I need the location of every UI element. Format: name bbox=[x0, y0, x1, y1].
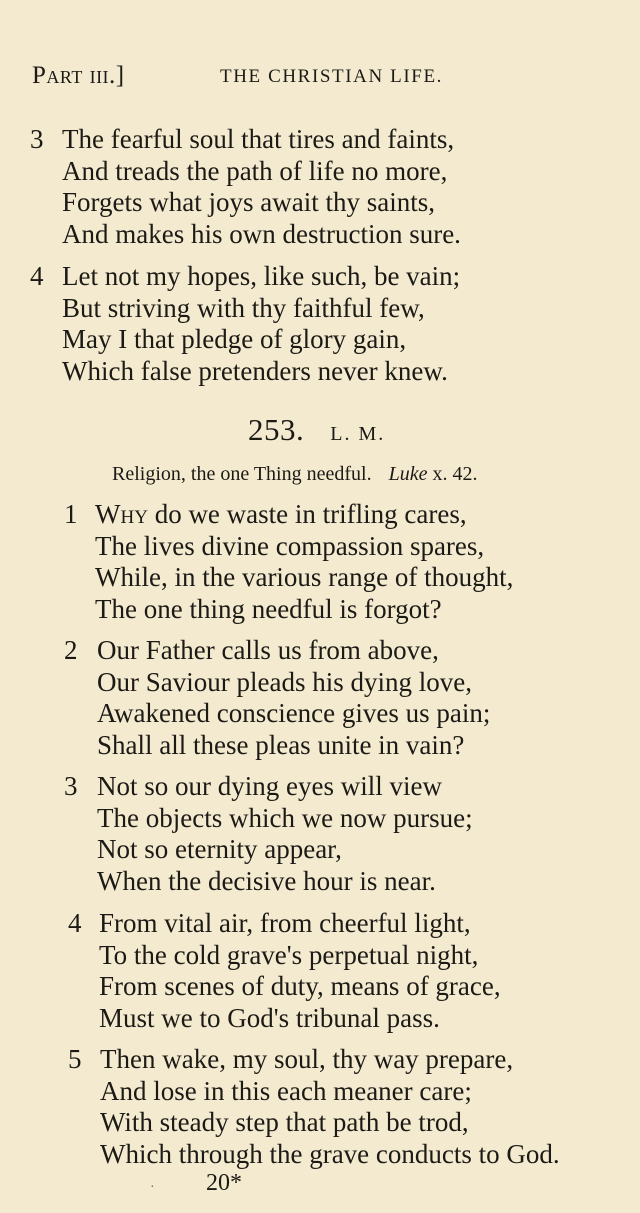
hymn-number: 253. bbox=[248, 412, 305, 447]
verse-line: And treads the path of life no more, bbox=[62, 155, 448, 186]
running-head-part: Part iii.] bbox=[32, 62, 125, 89]
first-line-rest: do we waste in trifling cares, bbox=[147, 499, 467, 529]
verse-line: May I that pledge of glory gain, bbox=[62, 324, 407, 354]
verse-line: While, in the various range of thought, bbox=[95, 562, 514, 592]
stanza-lines bbox=[97, 771, 473, 897]
verse-line: The one thing needful is forgot? bbox=[95, 593, 442, 624]
verse-line bbox=[95, 499, 513, 531]
verse-line: Must we to God's tribunal pass. bbox=[99, 1002, 440, 1033]
verse-line: Awakened conscience gives us pain; bbox=[97, 698, 491, 728]
verse-line: Not so eternity appear, bbox=[97, 834, 342, 864]
verse-line: Not so our dying eyes will view bbox=[97, 771, 442, 801]
stanza-number: 5 bbox=[68, 1044, 82, 1074]
stanza-number: 1 bbox=[64, 499, 78, 529]
scripture-reference bbox=[389, 463, 478, 485]
hymn-subtitle-text: Religion, the one Thing needful. bbox=[112, 463, 372, 485]
verse-line: Forgets what joys await thy saints, bbox=[62, 187, 435, 217]
scripture-cite: x. 42. bbox=[432, 463, 478, 485]
stanza-number: 4 bbox=[68, 908, 82, 938]
stanza-number: 3 bbox=[30, 124, 44, 154]
verse-line: And makes his own destruction sure. bbox=[62, 218, 461, 249]
stanza-lines bbox=[62, 124, 461, 250]
verse-line: With steady step that path be trod, bbox=[100, 1107, 469, 1137]
verse-line: From scenes of duty, means of grace, bbox=[99, 971, 501, 1001]
verse-line: But striving with thy faithful few, bbox=[62, 292, 425, 323]
print-speck: · bbox=[150, 1180, 155, 1195]
hymn-meter: L. M. bbox=[330, 423, 386, 445]
stanza-number: 2 bbox=[64, 635, 78, 665]
verse-line: Shall all these pleas unite in vain? bbox=[97, 729, 465, 760]
verse-line: The lives divine compassion spares, bbox=[95, 530, 485, 561]
verse-line: Our Saviour pleads his dying love, bbox=[97, 666, 472, 697]
verse-line: Which false pretenders never knew. bbox=[62, 355, 448, 386]
verse-line: When the decisive hour is near. bbox=[97, 865, 436, 896]
verse-line: The fearful soul that tires and faints, bbox=[62, 124, 455, 154]
stanza-lines bbox=[95, 499, 513, 625]
stanza-lines bbox=[62, 261, 460, 387]
stanza-lines bbox=[99, 908, 501, 1034]
verse-line: Then wake, my soul, thy way prepare, bbox=[100, 1044, 514, 1074]
signature-mark: 20* bbox=[206, 1170, 242, 1196]
verse-line: To the cold grave's perpetual night, bbox=[99, 939, 479, 970]
running-head-title: THE CHRISTIAN LIFE. bbox=[220, 66, 444, 87]
verse-line: Let not my hopes, like such, be vain; bbox=[62, 261, 461, 291]
verse-line: From vital air, from cheerful light, bbox=[99, 908, 471, 938]
stanza-number: 3 bbox=[64, 771, 78, 801]
verse-line: Which through the grave conducts to God. bbox=[100, 1138, 560, 1169]
stanza-lines bbox=[100, 1044, 560, 1170]
scripture-book: Luke bbox=[388, 463, 428, 485]
first-word: Why bbox=[95, 499, 148, 529]
hymn-subtitle bbox=[112, 463, 477, 486]
stanza-number: 4 bbox=[30, 261, 44, 291]
verse-line: And lose in this each meaner care; bbox=[100, 1075, 472, 1106]
verse-line: Our Father calls us from above, bbox=[97, 635, 439, 665]
hymn-heading bbox=[248, 412, 385, 448]
running-head bbox=[32, 62, 620, 96]
stanza-lines bbox=[97, 635, 490, 761]
verse-line: The objects which we now pursue; bbox=[97, 802, 473, 833]
